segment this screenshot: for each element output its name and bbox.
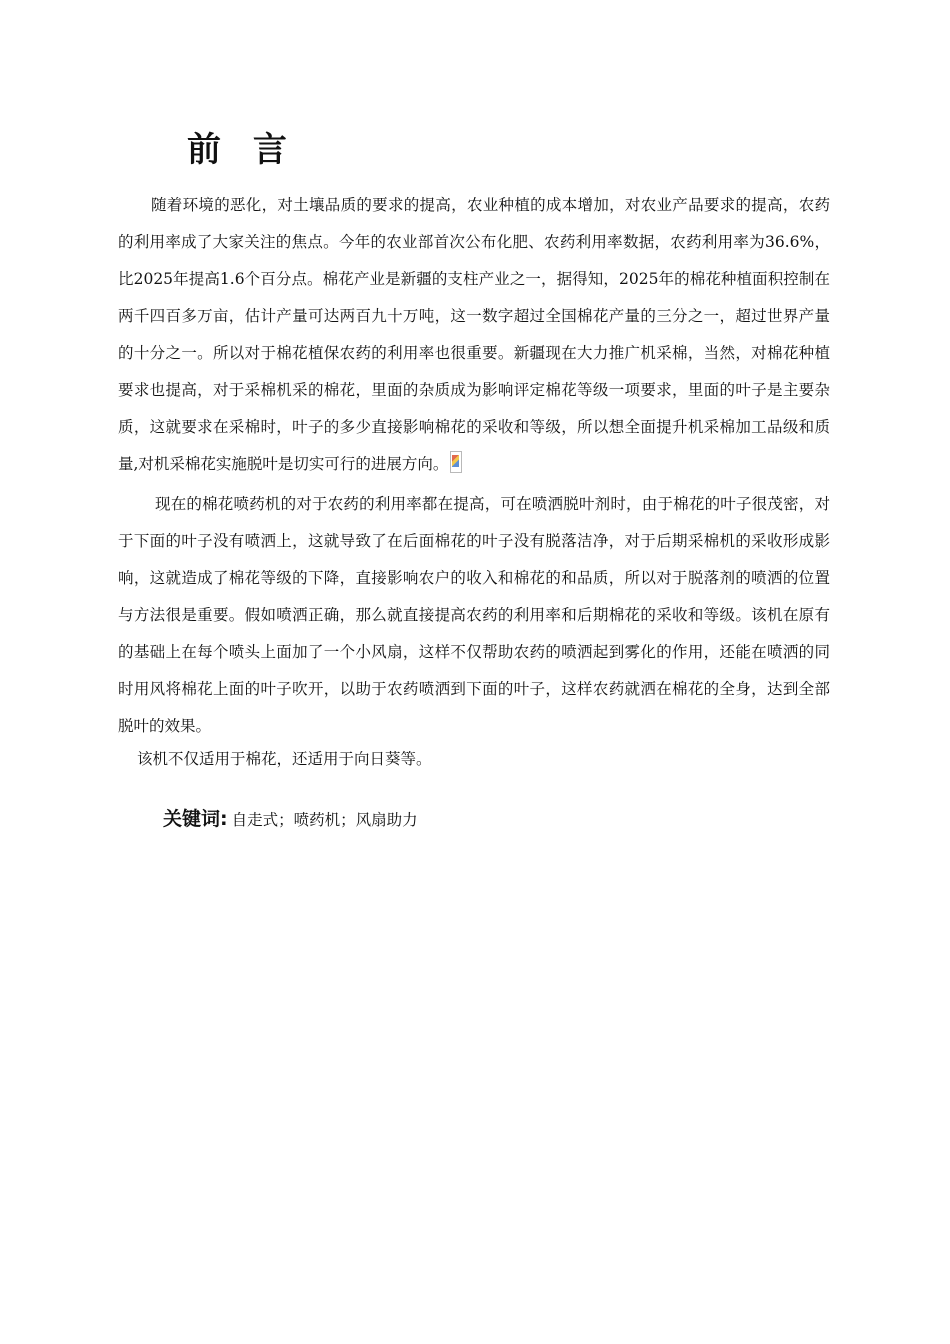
paragraph-1-text: 随着环境的恶化，对土壤品质的要求的提高，农业种植的成本增加，对农业产品要求的提高，农药的利用率成了大家关注的焦点。今年的农业部首次公布化肥、农药利用率数据，农药利用率为36.6%，比2025年提高1.6个百分点。棉花产业是新疆的支柱产业之一，据得知，2025年的棉花种植面积控制在两千四百多万亩，估计产量可达两百九十万吨，这一数字超过全国棉花产量的三分之一，超过世界产量的十分之一。所以对于棉花植保农药的利用率也很重要。新疆现在大力推广机采棉，当然，对棉花种植要求也提高，对于采棉机采的棉花，里面的杂质成为影响评定棉花等级一项要求，里面的叶子是主要杂质，这就要求在采棉时，叶子的多少直接影响棉花的采收和等级，所以想全面提升机采棉加工品级和质量,对机采棉花实施脱叶是切实可行的进展方向。 xyxy=(118,196,830,473)
paragraph-1 xyxy=(118,187,830,483)
keywords-value: 自走式；喷药机；风扇助力 xyxy=(231,811,418,829)
page-title: 前 言 xyxy=(187,130,297,170)
keywords-colon: : xyxy=(220,808,228,830)
paragraph-2: 现在的棉花喷药机的对于农药的利用率都在提高，可在喷洒脱叶剂时，由于棉花的叶子很茂密，对于下面的叶子没有喷洒上，这就导致了在后面棉花的叶子没有脱落洁净，对于后期采棉机的采收形成影响，这就造成了棉花等级的下降，直接影响农户的收入和棉花的和品质，所以对于脱落剂的喷洒的位置与方法很是重要。假如喷洒正确，那么就直接提高农药的利用率和后期棉花的采收和等级。该机在原有的基础上在每个喷头上面加了一个小风扇，这样不仅帮助农药的喷洒起到雾化的作用，还能在喷洒的同时用风将棉花上面的叶子吹开，以助于农药喷洒到下面的叶子，这样农药就洒在棉花的全身，达到全部脱叶的效果。 xyxy=(118,495,830,735)
inline-image-placeholder-icon xyxy=(450,451,462,473)
paragraph-3: 该机不仅适用于棉花，还适用于向日葵等。 xyxy=(137,750,432,768)
keywords-line xyxy=(163,803,418,836)
keywords-label: 关键词 xyxy=(163,808,221,830)
